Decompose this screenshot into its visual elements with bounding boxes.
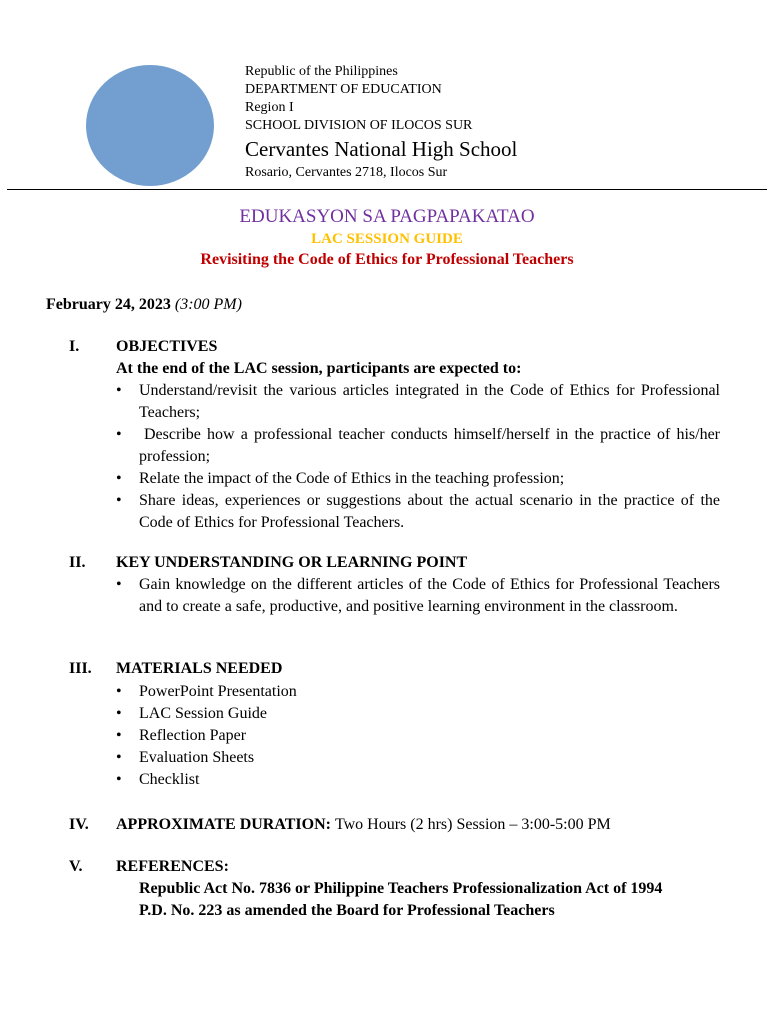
section-heading-wrap: [116, 814, 611, 836]
list-item-text: Describe how a professional teacher conducts himself/herself in the practice of his/her profession;: [139, 426, 720, 465]
letterhead-republic: Republic of the Philippines: [245, 64, 398, 79]
bullet-icon: •: [116, 382, 122, 399]
letterhead-school-name: Cervantes National High School: [245, 137, 518, 161]
section-heading: MATERIALS NEEDED: [116, 660, 283, 677]
list-item-text: Reflection Paper: [139, 727, 247, 744]
bullet-icon: •: [116, 683, 122, 700]
list-item: [116, 681, 720, 703]
list-item: [116, 424, 720, 468]
materials-list: [116, 681, 720, 791]
list-item: [116, 380, 720, 424]
list-item: [116, 703, 720, 725]
list-item-text: Gain knowledge on the different articles of the Code of Ethics for Professional Teachers and to create a safe, productive, and positive learning environment in the classroom.: [139, 576, 720, 615]
section-heading: APPROXIMATE DURATION:: [116, 816, 331, 833]
list-item: [116, 769, 720, 791]
bullet-icon: •: [116, 492, 122, 509]
section-number: IV.: [69, 816, 89, 833]
bullet-icon: •: [116, 749, 122, 766]
bullet-icon: •: [116, 576, 122, 593]
list-item-text: Relate the impact of the Code of Ethics in the teaching profession;: [139, 470, 565, 487]
references-list: [139, 878, 662, 922]
objectives-intro: At the end of the LAC session, participants are expected to:: [116, 360, 522, 377]
reference-item: Republic Act No. 7836 or Philippine Teachers Professionalization Act of 1994: [139, 880, 663, 897]
bullet-icon: •: [116, 771, 122, 788]
bullet-icon: •: [116, 727, 122, 744]
section-heading: KEY UNDERSTANDING OR LEARNING POINT: [116, 554, 468, 571]
reference-item: P.D. No. 223 as amended the Board for Professional Teachers: [139, 902, 555, 919]
bullet-icon: •: [116, 705, 122, 722]
list-item-text: LAC Session Guide: [139, 705, 267, 722]
guide-title: LAC SESSION GUIDE: [311, 231, 463, 247]
list-item: [116, 747, 720, 769]
section-number: V.: [69, 858, 83, 875]
letterhead-division: SCHOOL DIVISION OF ILOCOS SUR: [245, 118, 473, 133]
list-item-text: PowerPoint Presentation: [139, 683, 297, 700]
section-number: III.: [69, 660, 92, 677]
section-number: II.: [69, 554, 86, 571]
session-date-day: February 24, 2023: [46, 296, 171, 313]
section-heading: REFERENCES:: [116, 858, 229, 875]
topic-title: Revisiting the Code of Ethics for Professional Teachers: [200, 251, 574, 268]
duration-value: Two Hours (2 hrs) Session – 3:00-5:00 PM: [334, 816, 611, 833]
letterhead: [245, 63, 517, 182]
list-item-text: Understand/revisit the various articles integrated in the Code of Ethics for Professional Teachers;: [139, 382, 720, 421]
letterhead-region: Region I: [245, 100, 294, 115]
header-divider: [7, 189, 767, 190]
section-heading: OBJECTIVES: [116, 338, 218, 355]
list-item-text: Share ideas, experiences or suggestions about the actual scenario in the practice of the Code of Ethics for Professional Teachers.: [139, 492, 720, 531]
bullet-icon: •: [116, 470, 122, 487]
list-item-text: Checklist: [139, 771, 200, 788]
document-titles: [0, 205, 768, 271]
key-understanding-list: [116, 574, 720, 618]
subject-title: EDUKASYON SA PAGPAPAKATAO: [239, 206, 535, 227]
section-number: I.: [69, 338, 80, 355]
letterhead-department: DEPARTMENT OF EDUCATION: [245, 82, 442, 97]
session-date-time: (3:00 PM): [174, 296, 242, 313]
bullet-icon: •: [116, 426, 122, 443]
list-item: [116, 490, 720, 534]
list-item: [116, 468, 720, 490]
session-date: [46, 294, 242, 316]
school-logo-placeholder: [86, 65, 214, 186]
letterhead-address: Rosario, Cervantes 2718, Ilocos Sur: [245, 165, 448, 180]
list-item-text: Evaluation Sheets: [139, 749, 255, 766]
list-item: [116, 725, 720, 747]
objectives-list: [116, 380, 720, 534]
list-item: [116, 574, 720, 618]
